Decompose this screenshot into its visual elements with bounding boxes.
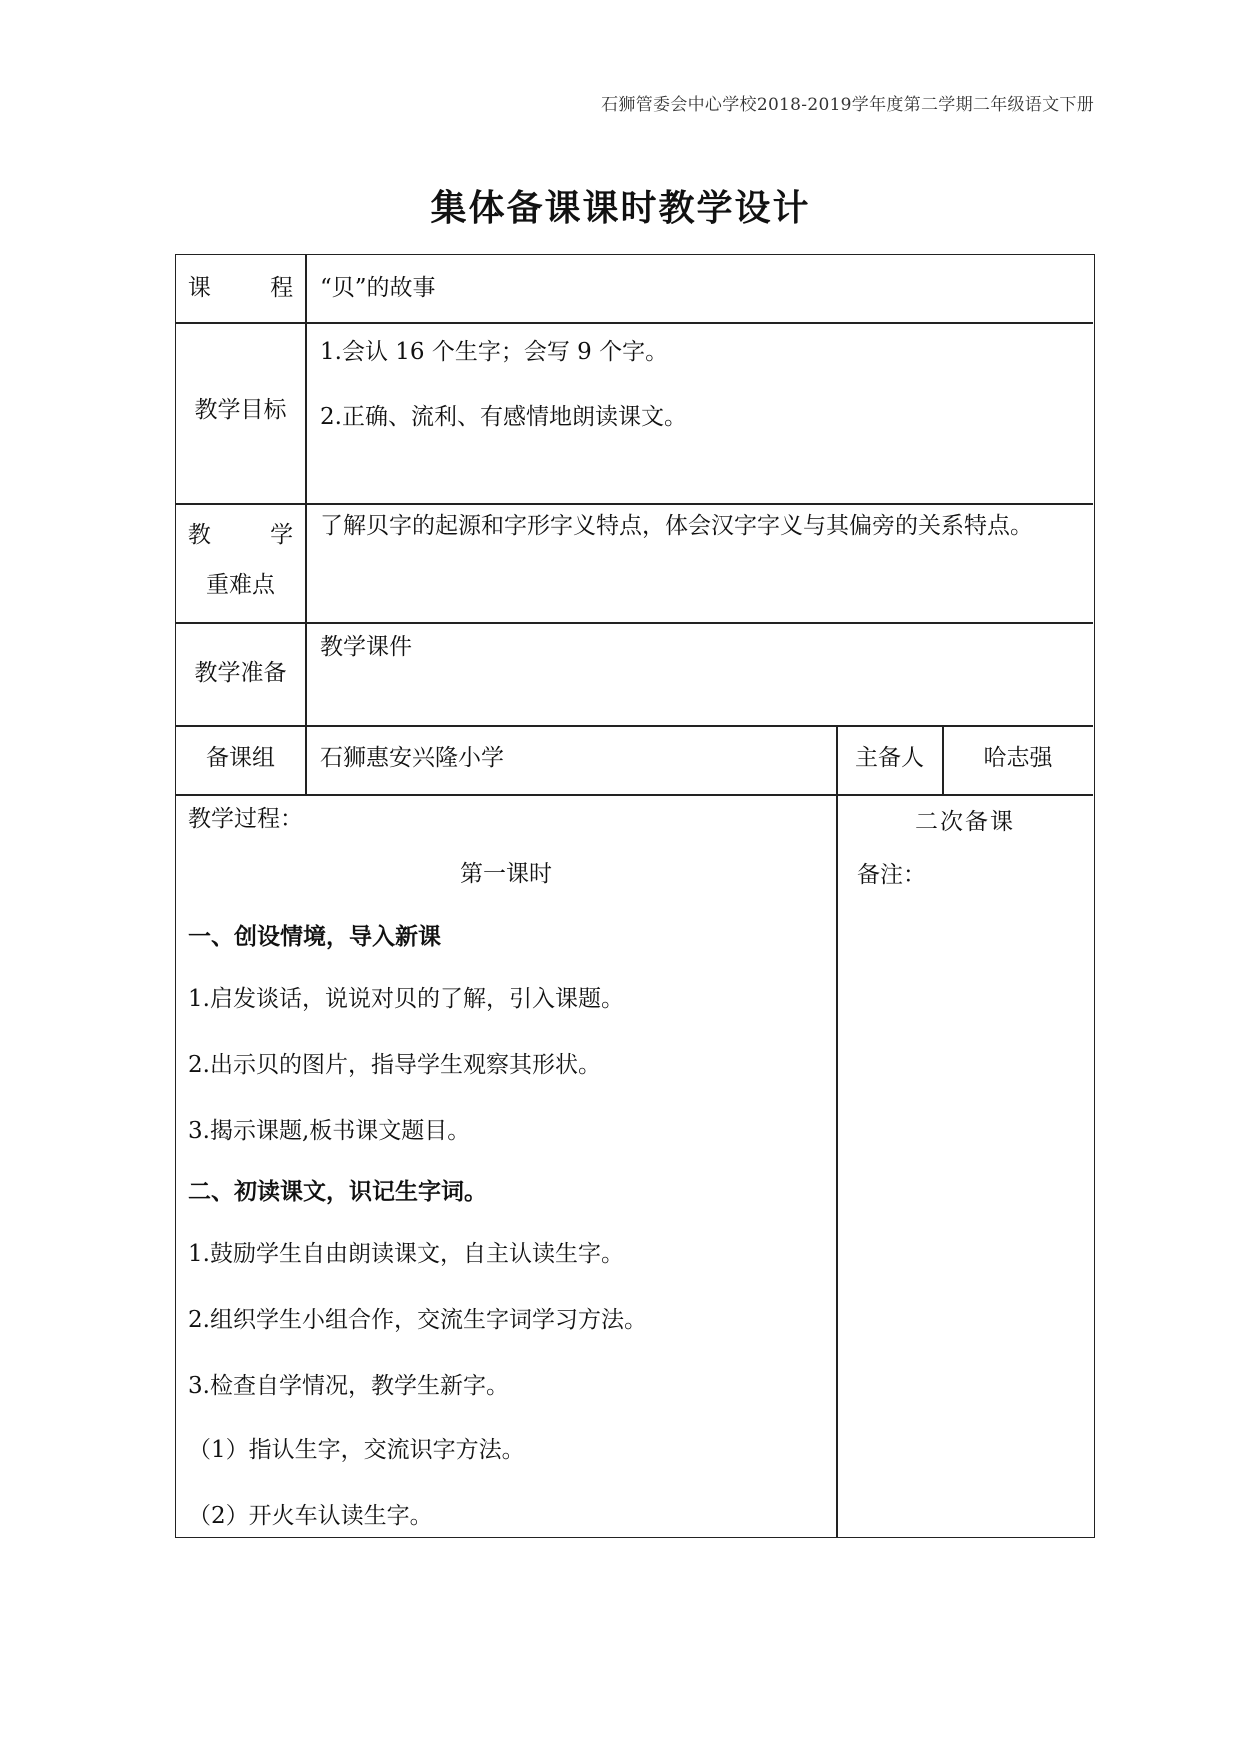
lesson-title: 第一课时: [460, 861, 552, 887]
process-item: 2.出示贝的图片，指导学生观察其形状。: [188, 1052, 601, 1078]
header-note: 石狮管委会中心学校2018-2019学年度第二学期二年级语文下册: [601, 95, 1094, 115]
objective-item: 1.会认 16 个生字；会写 9 个字。: [320, 339, 669, 365]
key-points-value: 了解贝字的起源和字形字义特点，体会汉字字义与其偏旁的关系特点。: [320, 513, 1033, 539]
row-divider: [176, 725, 1093, 727]
process-item: （2）开火车认读生字。: [188, 1503, 433, 1529]
row-divider: [176, 503, 1093, 505]
course-label: 课 程: [187, 275, 320, 301]
process-item: 3.揭示课题,板书课文题目。: [188, 1118, 471, 1144]
lead-value: 哈志强: [983, 745, 1053, 771]
row-divider: [176, 322, 1093, 324]
course-value: “贝”的故事: [320, 275, 436, 301]
process-item: 2.组织学生小组合作，交流生字词学习方法。: [188, 1307, 647, 1333]
objectives-label: 教学目标: [194, 397, 287, 423]
process-item: 3.检查自学情况，教学生新字。: [188, 1373, 509, 1399]
lesson-plan-table: [175, 254, 1095, 1538]
notes-label: 备注：: [857, 862, 926, 888]
column-divider: [836, 725, 838, 1537]
process-item: 1.鼓励学生自由朗读课文，自主认读生字。: [188, 1241, 624, 1267]
section-heading: 一、创设情境，导入新课: [188, 924, 441, 950]
second-prep-title: 二次备课: [915, 809, 1015, 835]
group-value: 石狮惠安兴隆小学: [320, 745, 504, 771]
group-label: 备课组: [206, 745, 275, 771]
key-points-label: 重难点: [206, 572, 275, 598]
preparation-value: 教学课件: [320, 634, 412, 660]
key-points-label: 教 学: [187, 522, 320, 548]
lead-label: 主备人: [855, 745, 924, 771]
objective-item: 2.正确、流利、有感情地朗读课文。: [320, 404, 687, 430]
process-label: 教学过程：: [188, 806, 303, 832]
section-heading: 二、初读课文，识记生字词。: [188, 1179, 487, 1205]
row-divider: [176, 794, 1093, 796]
row-divider: [176, 622, 1093, 624]
page-title: 集体备课课时教学设计: [430, 188, 811, 229]
process-item: 1.启发谈话，说说对贝的了解，引入课题。: [188, 986, 624, 1012]
preparation-label: 教学准备: [194, 660, 287, 686]
process-item: （1）指认生字，交流识字方法。: [188, 1437, 525, 1463]
